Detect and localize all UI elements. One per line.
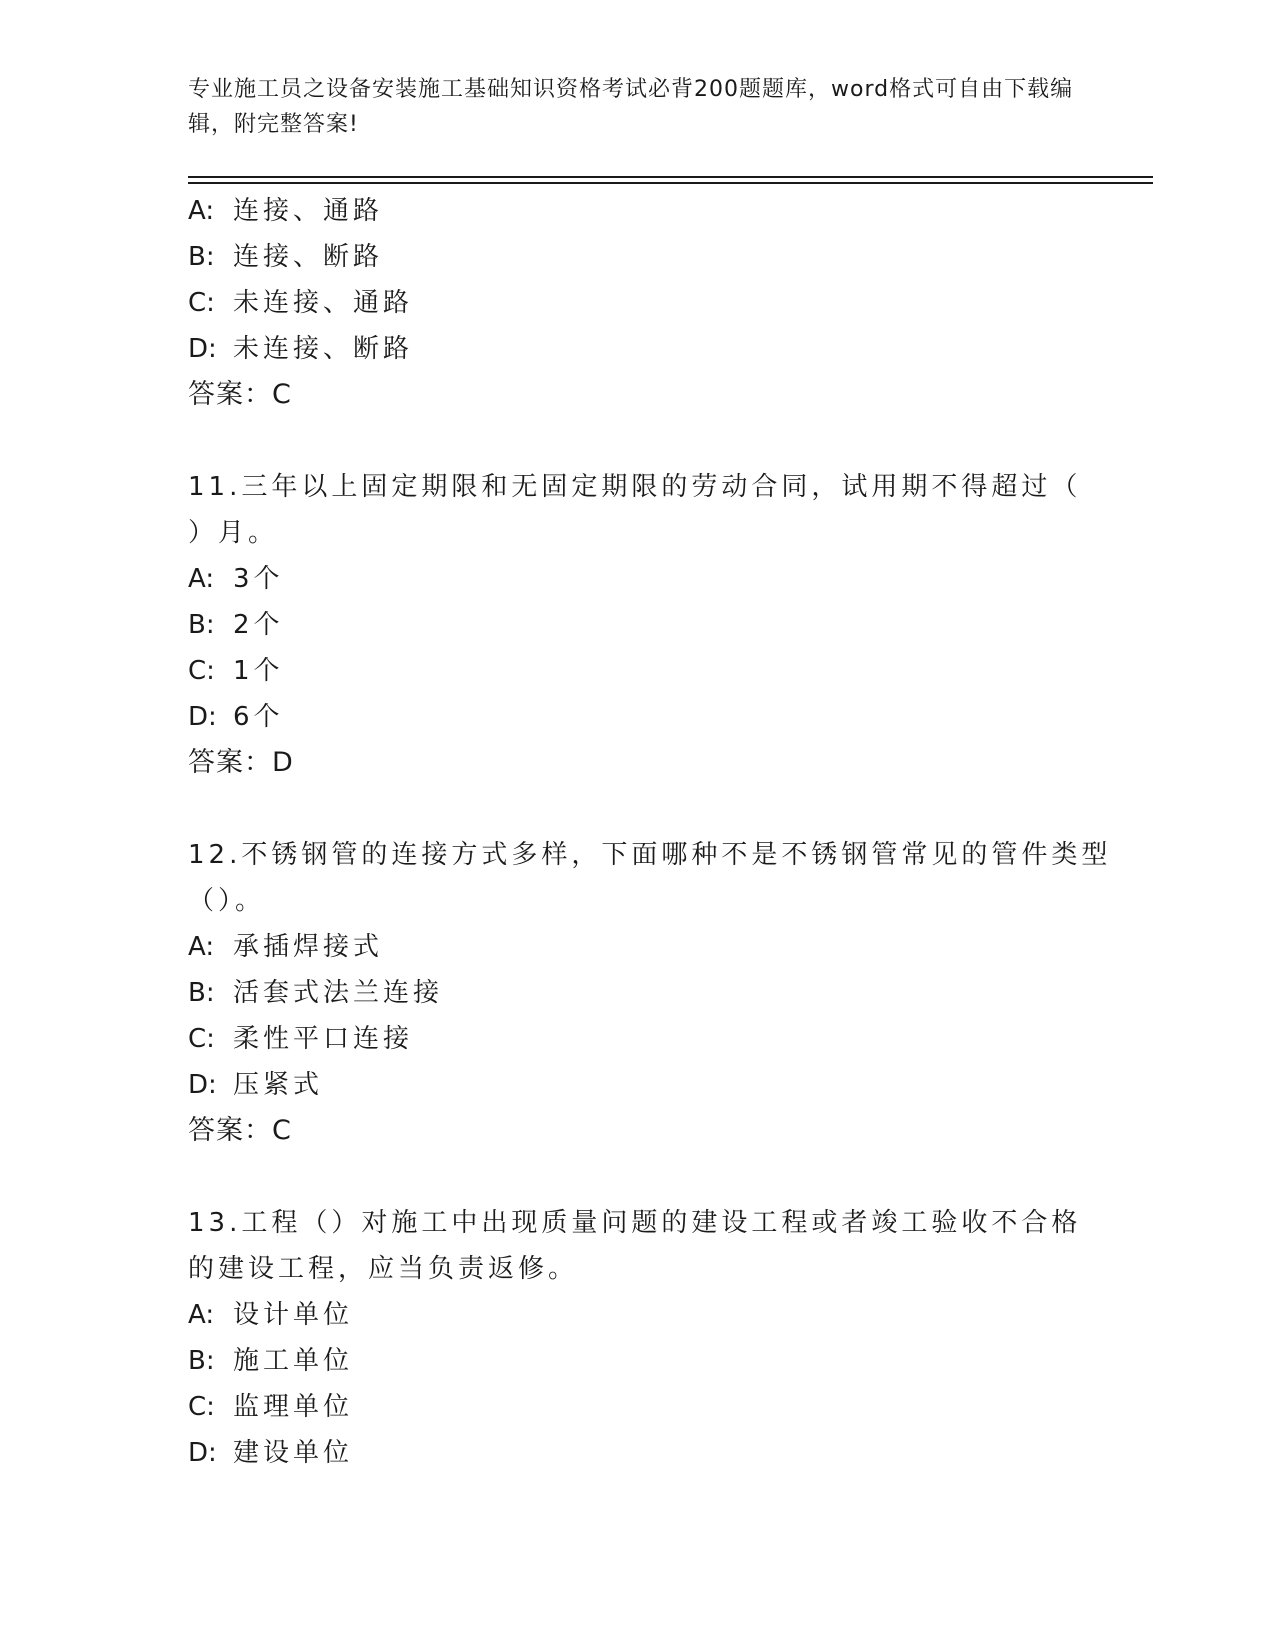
option-d: D: 未连接、断路 <box>188 334 414 364</box>
question-text-line-1: 12.不锈钢管的连接方式多样，下面哪种不是不锈钢管常见的管件类型 <box>188 840 1112 870</box>
option-a: A: 设计单位 <box>188 1300 354 1330</box>
question-text-line-2: 的建设工程，应当负责返修。 <box>188 1254 579 1284</box>
option-b: B: 施工单位 <box>188 1346 354 1376</box>
header-divider-top <box>188 176 1153 178</box>
document-header: 专业施工员之设备安装施工基础知识资格考试必背200题题库，word格式可自由下载编辑，附完整答案! <box>188 77 1074 137</box>
question-prev <box>188 188 1088 418</box>
question-text-line-2: ）月。 <box>188 518 279 548</box>
question-text-line-1: 11.三年以上固定期限和无固定期限的劳动合同，试用期不得超过（ <box>188 472 1082 502</box>
question-12 <box>188 832 1112 1154</box>
question-text-line-1: 13.工程（）对施工中出现质量问题的建设工程或者竣工验收不合格 <box>188 1208 1082 1238</box>
question-list <box>188 188 1112 1476</box>
option-b: B: 2个 <box>188 610 284 640</box>
option-c: C: 监理单位 <box>188 1392 354 1422</box>
option-c: C: 未连接、通路 <box>188 288 414 318</box>
answer-label: 答案：D <box>188 747 294 778</box>
option-d: D: 6个 <box>188 702 284 732</box>
option-d: D: 压紧式 <box>188 1070 324 1100</box>
option-b: B: 活套式法兰连接 <box>188 978 444 1008</box>
option-c: C: 柔性平口连接 <box>188 1024 414 1054</box>
answer-label: 答案：C <box>188 379 292 410</box>
option-a: A: 连接、通路 <box>188 196 384 226</box>
question-11 <box>188 464 1088 786</box>
question-13 <box>188 1200 1088 1476</box>
header-divider-bottom <box>188 182 1153 184</box>
option-d: D: 建设单位 <box>188 1438 354 1468</box>
option-a: A: 3个 <box>188 564 284 594</box>
option-c: C: 1个 <box>188 656 284 686</box>
answer-label: 答案：C <box>188 1115 292 1146</box>
option-a: A: 承插焊接式 <box>188 932 384 962</box>
question-text-line-2: （）。 <box>188 886 266 916</box>
option-b: B: 连接、断路 <box>188 242 384 272</box>
